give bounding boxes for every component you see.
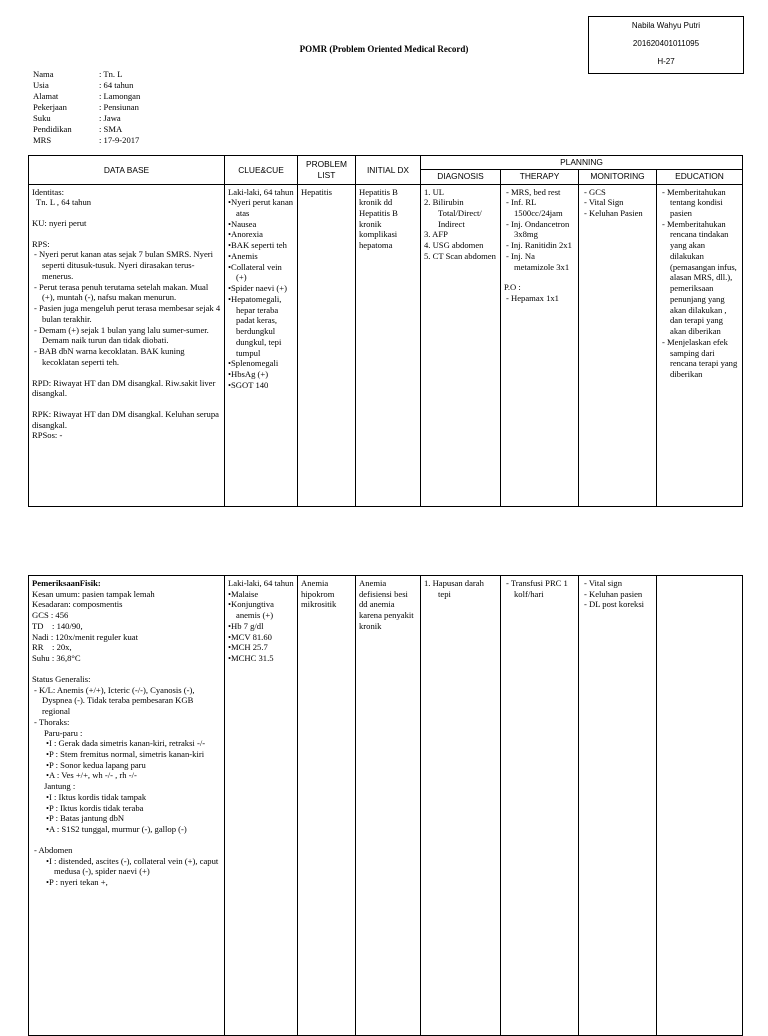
- list-item: - GCS: [582, 187, 653, 198]
- list-item: - BAB dbN warna kecoklatan. BAK kuning kecoklatan seperti teh.: [32, 346, 221, 367]
- monitoring-cell: [579, 576, 657, 1036]
- list-item: - Transfusi PRC 1 kolf/hari: [504, 578, 575, 599]
- clue-cell: [225, 576, 298, 1036]
- rpk-text: RPK: Riwayat HT dan DM disangkal. Keluhan serupa disangkal.: [32, 408, 219, 430]
- list-item: - Vital Sign: [582, 197, 653, 208]
- vital-line: Nadi : 120x/menit reguler kuat: [32, 631, 138, 642]
- list-item: • MCV 81.60: [228, 632, 294, 643]
- patient-label: Suku: [33, 113, 51, 123]
- list-item: • Hb 7 g/dl: [228, 621, 294, 632]
- abdomen-list: [32, 856, 221, 888]
- therapy-list: [504, 578, 575, 599]
- patient-label: Pendidikan: [33, 124, 72, 134]
- table-row: [29, 184, 743, 506]
- student-name: Nabila Wahyu Putri: [631, 21, 701, 30]
- monitoring-cell: [579, 184, 657, 506]
- header-therapy: THERAPY: [501, 169, 579, 184]
- list-item: • P : Sonor kedua lapang paru: [46, 760, 221, 771]
- problem-cell: Hepatitis: [298, 184, 356, 506]
- patient-info: [33, 69, 140, 146]
- lung-list: [32, 738, 221, 781]
- group-code: H-27: [657, 57, 675, 66]
- header-education: EDUCATION: [657, 169, 743, 184]
- list-item: • P : nyeri tekan +,: [46, 877, 221, 888]
- patient-label: Nama: [33, 69, 54, 79]
- clue-head: Laki-laki, 64 tahun: [228, 578, 294, 588]
- problem-cell: Anemia hipokrom mikrositik: [298, 576, 356, 1036]
- list-item: • P : Stem fremitus normal, simetris kanan-kiri: [46, 749, 221, 760]
- rps-title: RPS:: [32, 238, 50, 249]
- therapy-po-list: [504, 293, 575, 304]
- list-item: - Perut terasa penuh terutama setelah makan. Mual (+), muntah (-), nafsu makan menurun.: [32, 282, 221, 303]
- list-item: - MRS, bed rest: [504, 187, 575, 198]
- list-item: 3. AFP: [424, 229, 448, 240]
- list-item: - Hepamax 1x1: [504, 293, 575, 304]
- patient-row: [33, 91, 140, 102]
- list-item: - Pasien juga mengeluh perut terasa membesar sejak 4 bulan terakhir.: [32, 303, 221, 324]
- list-item: • A : S1S2 tunggal, murmur (-), gallop (-): [46, 824, 221, 835]
- diagnosis-cell: [421, 184, 501, 506]
- list-item: - Keluhan pasien: [582, 589, 653, 600]
- student-id: 201620401011095: [632, 39, 700, 48]
- list-item: • Nyeri perut kanan atas: [228, 197, 294, 218]
- patient-value: : 17-9-2017: [99, 135, 140, 145]
- status-title: Status Generalis:: [32, 673, 91, 684]
- list-item: • I : distended, ascites (-), collateral vein (+), caput medusa (-), spider naevi (+): [46, 856, 221, 877]
- list-item: - Vital sign: [582, 578, 653, 589]
- therapy-list: [504, 187, 575, 273]
- patient-value: : Tn. L: [99, 69, 123, 79]
- list-item: - DL post koreksi: [582, 599, 653, 610]
- patient-row: [33, 80, 140, 91]
- vitals-list: [32, 589, 221, 664]
- lung-label: Paru-paru :: [44, 727, 83, 738]
- initial-dx-cell: Anemia defisiensi besi dd anemia karena penyakit kronik: [356, 576, 421, 1036]
- vital-line: Suhu : 36,8°C: [32, 653, 81, 664]
- therapy-po: P.O :: [504, 282, 521, 293]
- thorax-item: - Thoraks:: [32, 717, 221, 728]
- patient-value: : 64 tahun: [99, 80, 134, 90]
- list-item: - Inj. Ranitidin 2x1: [504, 240, 575, 251]
- list-item: 2. Bilirubin Total/Direct/ Indirect: [424, 197, 482, 229]
- list-item: 4. USG abdomen: [424, 240, 484, 251]
- heart-label: Jantung :: [44, 781, 76, 792]
- rpsos-text: RPSos: -: [32, 430, 63, 441]
- header-diagnosis: DIAGNOSIS: [421, 169, 501, 184]
- vital-line: RR : 20x,: [32, 642, 72, 653]
- header-problem: PROBLEM LIST: [298, 156, 356, 185]
- patient-value: : Jawa: [99, 113, 121, 123]
- patient-value: : SMA: [99, 124, 123, 134]
- exam-title: PemeriksaanFisik:: [32, 578, 101, 588]
- patient-value: : Pensiunan: [99, 102, 139, 112]
- list-item: • Anorexia: [228, 229, 294, 240]
- list-item: • I : Iktus kordis tidak tampak: [46, 792, 221, 803]
- education-cell: [657, 576, 743, 1036]
- list-item: • A : Ves +/+, wh -/- , rh -/-: [46, 770, 221, 781]
- header-clue: CLUE&CUE: [225, 156, 298, 185]
- abdomen-item: - Abdomen: [32, 845, 221, 856]
- list-item: • HbsAg (+): [228, 369, 294, 380]
- therapy-cell: [501, 184, 579, 506]
- rps-list: [32, 249, 221, 367]
- list-item: - Memberitahukan tentang kondisi pasien: [660, 187, 739, 219]
- clue-cell: [225, 184, 298, 506]
- list-item: - Inj. Na metamizole 3x1: [504, 251, 575, 272]
- list-item: • Collateral vein (+): [228, 262, 294, 283]
- monitoring-list: [582, 578, 653, 610]
- diagnosis-list: [424, 578, 497, 599]
- patient-row: [33, 69, 140, 80]
- list-item: 1. Hapusan darah tepi: [424, 578, 484, 599]
- list-item: - Memberitahukan rencana tindakan yang akan dilakukan (pemasangan infus, alasan MRS, dll.), pemeriksaan penunjang yang akan dilakukan , dan terapi yang akan diberikan: [660, 219, 739, 337]
- patient-label: MRS: [33, 135, 52, 145]
- chief-complaint: KU: nyeri perut: [32, 217, 87, 228]
- monitoring-list: [582, 187, 653, 219]
- list-item: • P : Iktus kordis tidak teraba: [46, 803, 221, 814]
- kl-item: - K/L: Anemis (+/+), Icteric (-/-), Cyanosis (-), Dyspnea (-). Tidak teraba pembesaran KGB regional: [32, 685, 221, 717]
- exam-cell: [29, 576, 225, 1036]
- patient-row: [33, 135, 140, 146]
- document-title: POMR (Problem Oriented Medical Record): [299, 44, 469, 54]
- list-item: • BAK seperti teh: [228, 240, 294, 251]
- list-item: • Nausea: [228, 219, 294, 230]
- list-item: • SGOT 140: [228, 380, 294, 391]
- header-monitoring: MONITORING: [579, 169, 657, 184]
- identity-value: Tn. L , 64 tahun: [36, 197, 92, 208]
- list-item: - Keluhan Pasien: [582, 208, 653, 219]
- list-item: - Demam (+) sejak 1 bulan yang lalu sumer-sumer. Demam naik turun dan tidak diobati.: [32, 325, 221, 346]
- patient-row: [33, 102, 140, 113]
- list-item: - Inj. Ondancetron 3x8mg: [504, 219, 575, 240]
- vital-line: Kesadaran: composmentis: [32, 599, 123, 610]
- list-item: - Inf. RL 1500cc/24jam: [504, 197, 575, 218]
- patient-label: Pekerjaan: [33, 102, 67, 112]
- vital-line: GCS : 456: [32, 610, 69, 621]
- education-list: [660, 187, 739, 380]
- diagnosis-cell: [421, 576, 501, 1036]
- patient-row: [33, 113, 140, 124]
- list-item: - Menjelaskan efek samping dari rencana terapi yang diberikan: [660, 337, 739, 380]
- identity-title: Identitas:: [32, 186, 64, 197]
- clue-list: [228, 589, 294, 664]
- list-item: 5. CT Scan abdomen: [424, 250, 496, 261]
- vital-line: Kesan umum: pasien tampak lemah: [32, 588, 155, 599]
- list-item: • Anemis: [228, 251, 294, 262]
- patient-value: : Lamongan: [99, 91, 141, 101]
- list-item: - Nyeri perut kanan atas sejak 7 bulan SMRS. Nyeri seperti ditusuk-tusuk. Nyeri dirasakan terus-menerus.: [32, 249, 221, 281]
- list-item: • MCH 25.7: [228, 642, 294, 653]
- list-item: • P : Batas jantung dbN: [46, 813, 221, 824]
- list-item: • Konjungtiva anemis (+): [228, 599, 294, 620]
- patient-label: Usia: [33, 80, 49, 90]
- pomr-table: [28, 155, 743, 507]
- therapy-cell: [501, 576, 579, 1036]
- clue-head: Laki-laki, 64 tahun: [228, 186, 294, 197]
- list-item: • Malaise: [228, 589, 294, 600]
- header-database: DATA BASE: [29, 156, 225, 185]
- list-item: • I : Gerak dada simetris kanan-kiri, retraksi -/-: [46, 738, 221, 749]
- rpd-text: RPD: Riwayat HT dan DM disangkal. Riw.sakit liver disangkal.: [32, 377, 216, 399]
- patient-row: [33, 124, 140, 135]
- clue-list: [228, 197, 294, 390]
- list-item: • Spider naevi (+): [228, 283, 294, 294]
- database-cell: [29, 184, 225, 506]
- initial-dx-cell: Hepatitis B kronik dd Hepatitis B kronik komplikasi hepatoma: [356, 184, 421, 506]
- header-initial-dx: INITIAL DX: [356, 156, 421, 185]
- heart-list: [32, 792, 221, 835]
- vital-line: TD : 140/90,: [32, 620, 83, 631]
- table-row: [29, 576, 743, 1036]
- list-item: • MCHC 31.5: [228, 653, 294, 664]
- diagnosis-list: [424, 187, 497, 262]
- list-item: • Splenomegali: [228, 358, 294, 369]
- list-item: 1. UL: [424, 186, 445, 197]
- patient-label: Alamat: [33, 91, 59, 101]
- education-cell: [657, 184, 743, 506]
- header-planning: PLANNING: [421, 156, 743, 170]
- pomr-table-continued: [28, 575, 743, 1036]
- list-item: • Hepatomegali, hepar teraba padat keras, berdungkul dungkul, tepi tumpul: [228, 294, 294, 358]
